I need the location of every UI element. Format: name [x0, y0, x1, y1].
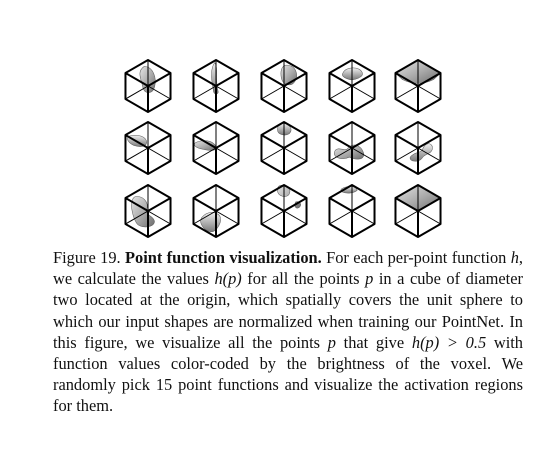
cube-hidden-edge — [284, 86, 307, 99]
cube-hidden-edge — [352, 86, 375, 99]
point-function-cube — [125, 122, 170, 174]
activation-region — [132, 197, 155, 227]
point-function-cube — [125, 60, 170, 112]
cube-hidden-edge — [284, 148, 307, 161]
point-function-cube — [193, 185, 238, 237]
caption-body — [53, 248, 523, 415]
cube-edge — [329, 135, 352, 148]
point-function-cube — [261, 122, 306, 174]
point-function-cube — [329, 60, 374, 112]
cube-hidden-edge — [216, 86, 239, 99]
cube-hidden-edge — [329, 86, 352, 99]
cube-hidden-edge — [193, 86, 216, 99]
cube-hidden-edge — [284, 211, 307, 224]
cube-edge — [261, 135, 284, 148]
cube-edge — [352, 135, 375, 148]
caption-text: , we calculate the values — [53, 248, 523, 289]
cube-edge — [216, 73, 239, 86]
cube-hidden-edge — [395, 86, 418, 99]
cube-hidden-edge — [148, 86, 171, 99]
cube-hidden-edge — [216, 148, 239, 161]
cube-edge — [284, 135, 307, 148]
cube-hidden-edge — [352, 211, 375, 224]
point-function-cube — [193, 122, 238, 174]
caption-text: in a cube of diameter two located at the origin, which spatially covers the unit sphere to which our input shapes are normalized when training our PointNet. In this figure, we visualize all the points — [53, 269, 523, 352]
cube-edge — [352, 198, 375, 211]
cube-edge — [148, 198, 171, 211]
cube-edge — [216, 135, 239, 148]
figure-title: Point function visualization. — [125, 248, 322, 267]
caption-text: that give — [335, 332, 412, 352]
cube-hidden-edge — [418, 211, 441, 224]
point-function-cube — [329, 185, 374, 237]
figure-caption — [53, 247, 523, 417]
cube-edge — [261, 198, 284, 211]
point-function-cube — [261, 60, 306, 112]
cube-hidden-edge — [261, 86, 284, 99]
point-function-cube — [395, 60, 440, 112]
math-expression: h(p) > 0.5 — [411, 332, 487, 352]
cube-edge — [395, 135, 418, 148]
cube-hidden-edge — [261, 148, 284, 161]
point-function-cube — [193, 60, 238, 112]
activation-region — [212, 63, 219, 94]
cube-edge — [284, 198, 307, 211]
cube-edge — [216, 198, 239, 211]
cube-hidden-edge — [125, 148, 148, 161]
caption-text: for all the points — [241, 269, 366, 289]
math-expression: p — [327, 332, 336, 352]
figure-label: Figure 19. — [53, 248, 121, 267]
cube-hidden-edge — [125, 86, 148, 99]
cube-edge — [148, 135, 171, 148]
point-function-cube — [125, 185, 170, 237]
math-expression: h(p) — [214, 269, 242, 289]
point-function-cube — [261, 185, 306, 237]
math-expression: h — [510, 248, 519, 267]
caption-text: with function values color-coded by the brightness of the voxel. We randomly pick 15 point functions and visualize the activation regions for them. — [53, 332, 524, 416]
cube-hidden-edge — [148, 148, 171, 161]
activation-region — [281, 65, 297, 85]
math-expression: p — [365, 269, 374, 289]
cube-hidden-edge — [261, 211, 284, 224]
cube-hidden-edge — [395, 211, 418, 224]
cube-edge — [261, 73, 284, 86]
caption-text: For each per-point function — [326, 248, 511, 267]
cube-hidden-edge — [329, 211, 352, 224]
point-function-cube — [329, 122, 374, 174]
cube-edge — [329, 198, 352, 211]
cube-edge — [193, 198, 216, 211]
point-function-cube — [395, 122, 440, 174]
point-function-cube — [395, 185, 440, 237]
cube-hidden-edge — [418, 86, 441, 99]
